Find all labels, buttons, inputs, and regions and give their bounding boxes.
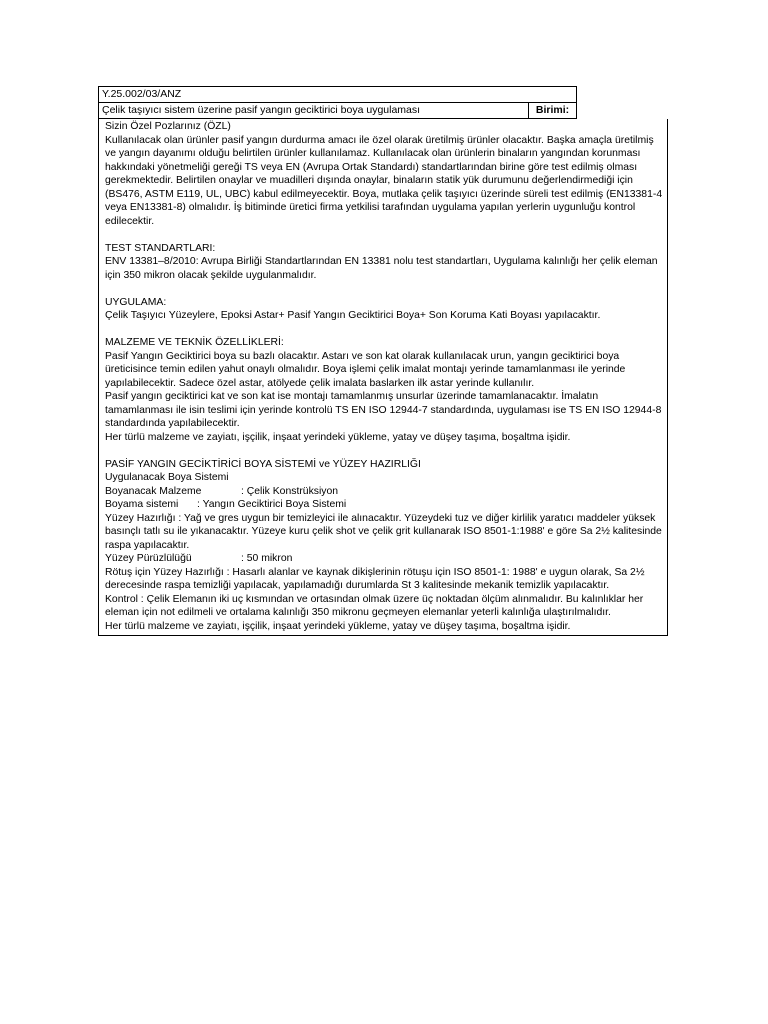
materials-text-1: Pasif Yangın Geciktirici boya su bazlı olacaktır. Astarı ve son kat olarak kullanılacak urun, yangın geciktirici boya üreticisince temin edilen yahut onaylı olmalıdır. Boya işlemi çelik imalat montajı yerinde tamamlanması ile yerinde yapılabilecektir. Sadece özel astar, atölyede çelik imalata baslarken ilk astar yerinde kullanılır. bbox=[105, 350, 626, 389]
item-code: Y.25.002/03/ANZ bbox=[98, 86, 577, 103]
system-subheading: Uygulanacak Boya Sistemi bbox=[105, 472, 229, 483]
application-text: Çelik Taşıyıcı Yüzeylere, Epoksi Astar+ Pasif Yangın Geciktirici Boya+ Son Koruma Kati Boyası yapılacaktır. bbox=[105, 310, 601, 321]
materials-text-2: Pasif yangın geciktirici kat ve son kat ise montajı tamamlanmış unsurlar üzerinde tamamlanacaktır. İmalatın tamamlanması ile isin teslimi için yerinde kontrolü TS EN ISO 12944-7 standardında, uygulaması ise TS EN ISO 12944-8 standardında yapılabilecektir. bbox=[105, 391, 662, 429]
description-box bbox=[98, 119, 668, 636]
item-title: Çelik taşıyıcı sistem üzerine pasif yangın geciktirici boya uygulaması bbox=[99, 103, 529, 118]
title-row bbox=[98, 102, 577, 119]
materials-heading: MALZEME VE TEKNİK ÖZELLİKLERİ: bbox=[105, 337, 284, 348]
test-standards-heading: TEST STANDARTLARI: bbox=[105, 242, 216, 254]
material-key: Boyanacak Malzeme bbox=[105, 485, 202, 497]
system-heading: PASİF YANGIN GECİKTİRİCİ BOYA SİSTEMİ ve YÜZEY HAZIRLIĞI bbox=[105, 458, 421, 470]
system-value: : Yangın Geciktirici Boya Sistemi bbox=[197, 499, 347, 510]
roughness-row bbox=[105, 552, 664, 566]
material-value: : Çelik Konstrüksiyon bbox=[241, 485, 339, 497]
control-text: Kontrol : Çelik Elemanın iki uç kısmından ve ortasından olmak üzere üç noktadan ölçüm alınmalıdır. Bu kalınlıklar her eleman için not edilmeli ve ortalama kalınlığı 350 mikronu geçmeyen elemanlar yeterli kalınlığa ulaştırılmalıdır. bbox=[105, 593, 644, 618]
material-row bbox=[105, 485, 664, 499]
spec-document bbox=[98, 86, 668, 636]
roughness-value: : 50 mikron bbox=[241, 553, 293, 564]
system-key: Boyama sistemi bbox=[105, 499, 179, 510]
application-heading: UYGULAMA: bbox=[105, 296, 167, 308]
test-standards-text: ENV 13381–8/2010: Avrupa Birliği Standartlarından EN 13381 nolu test standartları, Uygulama kalınlığı her çelik eleman için 350 mikron olacak şekilde uygulanmalıdır. bbox=[105, 256, 658, 281]
roughness-key: Yüzey Pürüzlülüğü bbox=[105, 553, 192, 564]
system-row bbox=[105, 498, 664, 512]
intro-paragraph: Kullanılacak olan ürünler pasif yangın durdurma amacı ile özel olarak üretilmiş ürünler olacaktır. Başka amaçla üretilmiş ve yangın dayanımı olduğu belirtilen ürünler kullanılamaz. Kullanılacak olan ürünlerin binaların yangından korunması hakkındaki yönetmeliği gereği TS veya EN (Avrupa Ortak Standardı) standartlarından birine göre test edilmiş olması gerekmektedir. Belirtilen onaylar ve muadilleri dışında onaylar, binaların statik yük durumunu değerlendirmediği için (BS476, ASTM E119, UL, UBC) kabul edilmeyecektir. Boya, mutlaka çelik taşıyıcı üzerinde süreli test edilmiş (EN13381-4 veya EN13381-8) olmalıdır. İş bitiminde üretici firma yetkilisi tarafından uygulama yapılan yerlerin uygunluğu kontrol edilecektir. bbox=[105, 134, 663, 227]
touchup-text: Rötuş için Yüzey Hazırlığı : Hasarlı alanlar ve kaynak dikişlerinin rötuşu için ISO 8501-1: 1988' e uygun olarak, Sa 2½ derecesinde raspa temizliği yapılacak, yapılamadığı durumlarda St 3 kalitesinde mekanik temizlik yapılacaktır. bbox=[105, 566, 645, 591]
section-subtitle: Sizin Özel Pozlarınız (ÖZL) bbox=[105, 121, 231, 132]
materials-text-3: Her türlü malzeme ve zayiatı, işçilik, inşaat yerindeki yükleme, yatay ve düşey taşıma, boşaltma işidir. bbox=[105, 431, 571, 443]
footer-text: Her türlü malzeme ve zayiatı, işçilik, inşaat yerindeki yükleme, yatay ve düşey taşıma, boşaltma işidir. bbox=[105, 620, 571, 632]
surface-prep-text: Yüzey Hazırlığı : Yağ ve gres uygun bir temizleyici ile alınacaktır. Yüzeydeki tuz ve diğer kirlilik yaratıcı maddeler yüksek basınçlı tatlı su ile yıkanacaktır. Yüzeye kuru çelik shot ve çelik grit kullanarak ISO 8501-1:1988' e göre Sa 2½ kalitesinde raspa yapılacaktır. bbox=[105, 512, 662, 551]
unit-label: Birimi: bbox=[535, 104, 570, 116]
